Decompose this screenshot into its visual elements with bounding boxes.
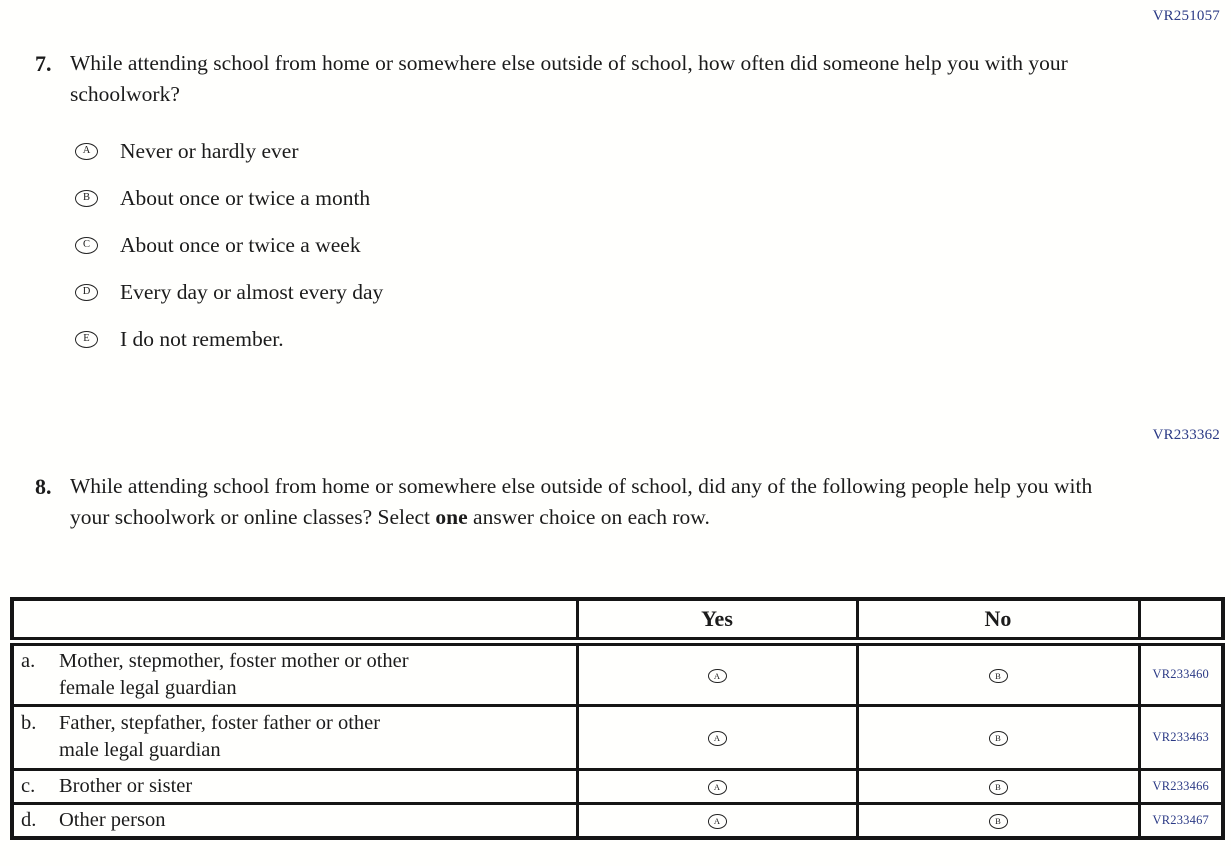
row-a-no-bubble[interactable]: B [989,669,1008,684]
answer-bubble-b[interactable]: B [75,190,98,207]
row-c-yes-cell [577,769,857,803]
question-8-number: 8. [35,474,52,499]
question-7-options [75,128,383,363]
table-row-b [12,705,1223,769]
option-row-e [75,316,383,363]
question-7-text: While attending school from home or somewhere else outside of school, how often did someone help you with your schoolwork? [70,51,1068,106]
row-a-yes-cell [577,641,857,705]
option-row-d [75,269,383,316]
variable-code-top: VR251057 [1152,8,1220,24]
table-row-d [12,803,1223,838]
option-row-a [75,128,383,175]
row-c-label-cell [12,769,577,803]
question-7 [35,48,1130,110]
variable-code-mid: VR233362 [1152,427,1220,443]
row-d-label: Other person [59,808,166,831]
row-a-yes-bubble[interactable]: A [708,669,727,684]
row-b-code: VR233463 [1139,705,1223,769]
row-b-label-cell [12,705,577,769]
question-7-number: 7. [35,51,52,76]
option-row-c [75,222,383,269]
option-label-c: About once or twice a week [120,233,361,257]
header-yes: Yes [577,599,857,641]
row-c-no-cell [857,769,1139,803]
option-row-b [75,175,383,222]
yes-no-grid-table [10,597,1225,840]
row-a-code: VR233460 [1139,641,1223,705]
question-8-bold-word: one [435,505,468,529]
row-d-no-cell [857,803,1139,838]
question-8 [35,471,1130,533]
row-d-code: VR233467 [1139,803,1223,838]
row-d-prefix: d. [21,808,37,831]
row-d-no-bubble[interactable]: B [989,814,1008,829]
row-b-yes-bubble[interactable]: A [708,731,727,746]
answer-bubble-e[interactable]: E [75,331,98,348]
answer-bubble-c[interactable]: C [75,237,98,254]
row-a-no-cell [857,641,1139,705]
row-c-code: VR233466 [1139,769,1223,803]
option-label-b: About once or twice a month [120,186,371,210]
option-label-a: Never or hardly ever [120,139,299,163]
row-a-label-cell [12,641,577,705]
row-c-prefix: c. [21,774,36,797]
row-b-prefix: b. [21,712,37,734]
row-d-label-cell [12,803,577,838]
header-no: No [857,599,1139,641]
row-d-yes-cell [577,803,857,838]
row-c-no-bubble[interactable]: B [989,780,1008,795]
table-header-row [12,599,1223,641]
row-b-no-cell [857,705,1139,769]
answer-bubble-d[interactable]: D [75,284,98,301]
question-8-text [70,471,1130,533]
header-blank-label [12,599,577,641]
row-a-prefix: a. [21,649,36,672]
question-8-text-start: While attending school from home or somewhere else outside of school, did any of the following people help you with your schoolwork or online classes? Select [70,474,1093,529]
table-row-a [12,641,1223,705]
row-b-label: Father, stepfather, foster father or other male legal guardian [59,712,381,761]
table-row-c [12,769,1223,803]
answer-bubble-a[interactable]: A [75,143,98,160]
row-c-label: Brother or sister [59,774,193,797]
row-a-label: Mother, stepmother, foster mother or other female legal guardian [59,649,409,699]
option-label-e: I do not remember. [120,327,284,351]
row-b-no-bubble[interactable]: B [989,731,1008,746]
row-c-yes-bubble[interactable]: A [708,780,727,795]
header-blank-code [1139,599,1223,641]
option-label-d: Every day or almost every day [120,280,384,304]
row-b-yes-cell [577,705,857,769]
row-d-yes-bubble[interactable]: A [708,814,727,829]
question-8-text-end: answer choice on each row. [467,505,710,529]
